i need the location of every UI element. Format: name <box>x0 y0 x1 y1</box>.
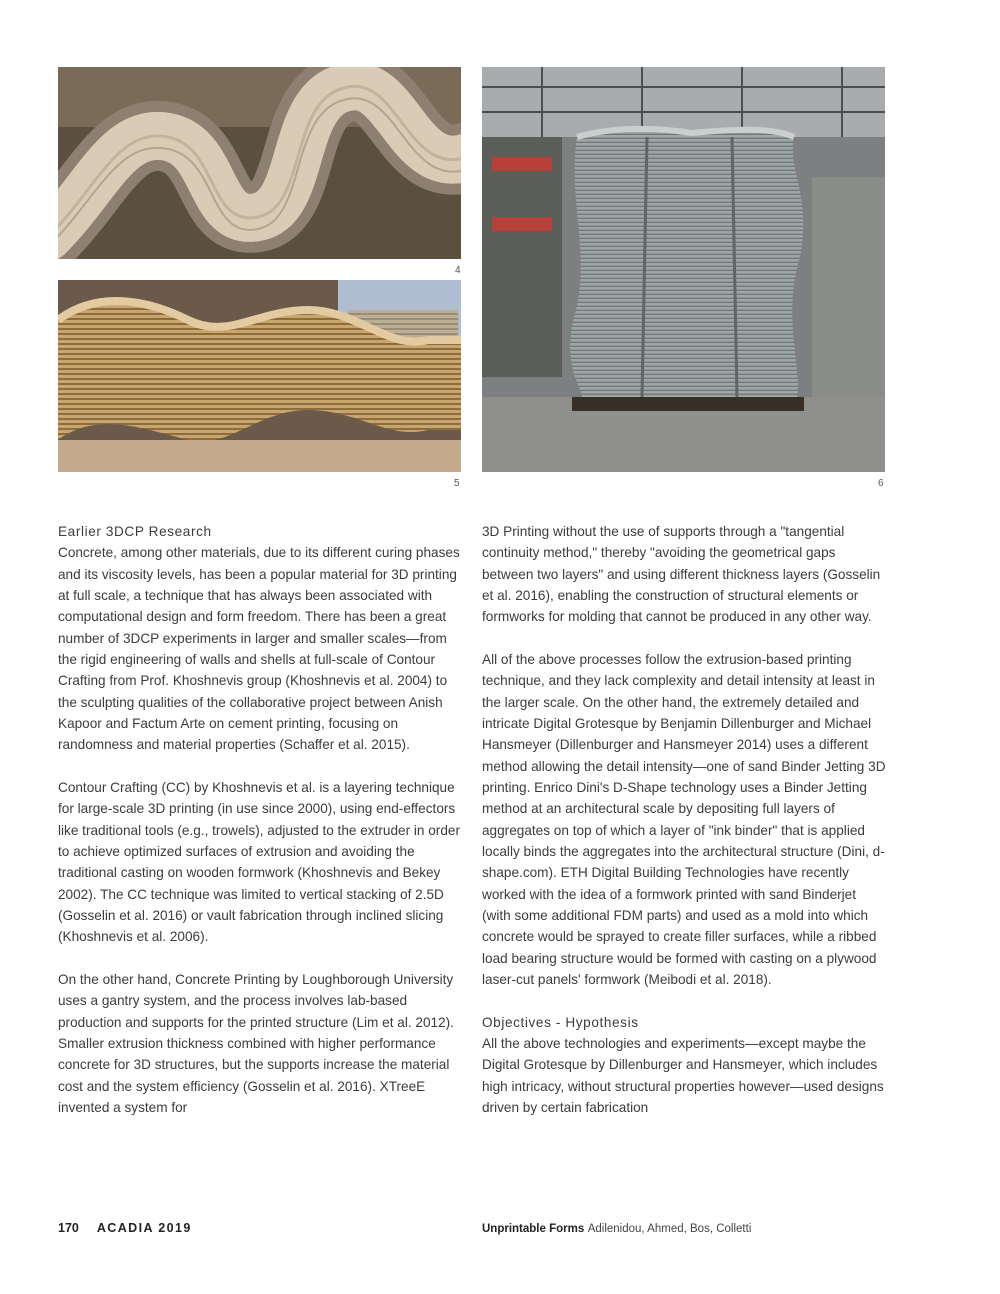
figure-4-number: 4 <box>455 265 461 276</box>
right-text-column <box>482 521 887 1118</box>
paragraph: Concrete, among other materials, due to its different curing phases and its viscosity levels, has been a popular material for 3D printing at full scale, a technique that has always been associated with computational design and form freedom. There has been a great number of 3DCP experiments in larger and smaller scales—from the rigid engineering of walls and shells at full-scale of Contour Crafting from Prof. Khoshnevis group (Khoshnevis et al. 2004) to the sculpting qualities of the collaborative project between Anish Kapoor and Factum Arte on cement printing, focusing on randomness and material properties (Schaffer et al. 2015). <box>58 545 460 753</box>
page-number: 170 <box>58 1221 79 1235</box>
footer-left <box>58 1221 192 1235</box>
figure-4-image <box>58 67 461 259</box>
paragraph: All of the above processes follow the extrusion-based printing technique, and they lack complexity and detail intensity at least in the larger scale. On the other hand, the extremely detailed and intricate Digital Grotesque by Benjamin Dillenburger and Michael Hansmeyer (Dillenburger and Hansmeyer 2014) uses a different method allowing the detail intensity—one of sand Binder Jetting 3D printing. Enrico Dini's D-Shape technology uses a Binder Jetting method at an architectural scale by depositing full layers of aggregates on top of which a layer of "ink binder" that is applied locally binds the aggregates into the architectural structure (Dini, d-shape.com). ETH Digital Building Technologies have recently worked with the idea of a formwork printed with sand Binderjet (with some additional FDM parts) and used as a mold into which concrete would be sprayed to create filler surfaces, while a ribbed load bearing structure would be formed with casting on a plywood laser-cut panels' formwork (Meibodi et al. 2018). <box>482 651 886 987</box>
figure-5-number: 5 <box>454 478 460 489</box>
figure-6-image <box>482 67 885 472</box>
figure-5-image <box>58 280 461 472</box>
conference-name: ACADIA 2019 <box>96 1221 192 1235</box>
paragraph: All the above technologies and experiments—except maybe the Digital Grotesque by Dillenburger and Hansmeyer, which includes high intricacy, without structural properties however—used designs driven by certain fabrication <box>482 1035 884 1115</box>
paragraph: 3D Printing without the use of supports through a "tangential continuity method," thereby "avoiding the geometrical gaps between two layers" and using different thickness layers (Gosselin et al. 2016), enabling the construction of structural elements or formworks for molding that cannot be produced in any other way. <box>482 524 881 625</box>
left-text-column <box>58 521 463 1118</box>
section-heading-earlier-3dcp-research: Earlier 3DCP Research <box>58 524 212 539</box>
footer-right <box>482 1221 751 1235</box>
paragraph: Contour Crafting (CC) by Khoshnevis et al. is a layering technique for large-scale 3D printing (in use since 2000), using end-effectors like traditional tools (e.g., trowels), adjusted to the extruder in order to achieve optimized surfaces of extrusion and avoiding the traditional casting on wooden formwork (Khoshnevis and Bekey 2002). The CC technique was limited to vertical stacking of 2.5D (Gosselin et al. 2016) or vault fabrication through inclined slicing (Khoshnevis et al. 2006). <box>58 779 460 945</box>
figure-6-number: 6 <box>878 478 884 489</box>
paragraph: On the other hand, Concrete Printing by Loughborough University uses a gantry system, and the process involves lab-based production and supports for the printed structure (Lim et al. 2012). Smaller extrusion thickness combined with higher performance concrete for 3D structures, but the supports increase the material cost and the system efficiency (Gosselin et al. 2016). XTreeE invented a system for <box>58 971 454 1115</box>
running-title: Unprintable Forms <box>482 1223 585 1235</box>
section-heading-objectives-hypothesis: Objectives - Hypothesis <box>482 1014 639 1030</box>
running-authors: Adilenidou, Ahmed, Bos, Colletti <box>587 1223 752 1235</box>
